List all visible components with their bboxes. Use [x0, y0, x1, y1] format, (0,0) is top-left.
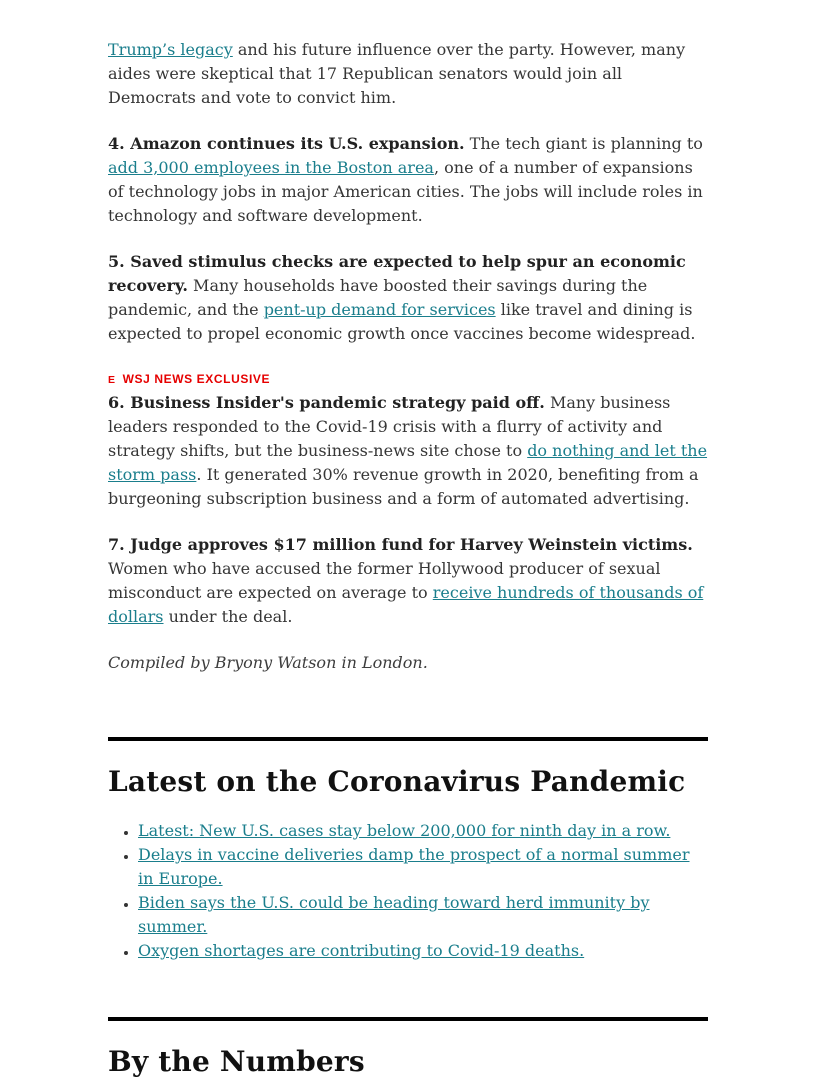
paragraph-text: Women who have accused the former Hollywood producer of sexual misconduct are expected on average to — [108, 559, 661, 602]
pent-up-demand-link[interactable]: pent-up demand for services — [263, 300, 496, 319]
paragraph-text: . It generated 30% revenue growth in 2020, benefiting from a burgeoning subscription business and a form of automated advertising. — [108, 465, 699, 508]
paragraph-weinstein-fund — [108, 533, 708, 629]
compiled-byline: Compiled by Bryony Watson in London. — [108, 653, 428, 672]
item-6-lead: 6. Business Insider's pandemic strategy paid off. — [108, 393, 545, 412]
wsj-news-exclusive-label — [108, 372, 708, 386]
paragraph-text: and his future influence over the party. However, many aides were skeptical that 17 Republican senators would join all Democrats and vote to convict him. — [108, 40, 686, 107]
paragraph-text: , one of a number of expansions of technology jobs in major American cities. The jobs will include roles in technology and software development. — [108, 158, 703, 225]
exclusive-label-text: WSJ NEWS EXCLUSIVE — [122, 372, 271, 386]
paragraph-text: under the deal. — [163, 607, 293, 626]
payout-link[interactable]: receive hundreds of thousands of dollars — [108, 583, 704, 626]
item-5-lead: 5. Saved stimulus checks are expected to help spur an economic recovery. — [108, 252, 686, 295]
storm-pass-link[interactable]: do nothing and let the storm pass — [108, 441, 708, 484]
vaccine-delays-link[interactable]: Delays in vaccine deliveries damp the prospect of a normal summer in Europe. — [138, 845, 690, 888]
section-divider — [108, 737, 708, 741]
covid-cases-link[interactable]: Latest: New U.S. cases stay below 200,000 for ninth day in a row. — [138, 821, 671, 840]
list-item — [138, 891, 708, 939]
paragraph-text: Many business leaders responded to the Covid-19 crisis with a flurry of activity and strategy shifts, but the business-news site chose to — [108, 393, 671, 460]
numbers-section-heading: By the Numbers — [108, 1045, 365, 1078]
paragraph-amazon-expansion — [108, 132, 708, 228]
boston-jobs-link[interactable]: add 3,000 employees in the Boston area — [108, 158, 434, 177]
paragraph-text: The tech giant is planning to — [464, 134, 703, 153]
coronavirus-section-heading: Latest on the Coronavirus Pandemic — [108, 765, 686, 798]
herd-immunity-link[interactable]: Biden says the U.S. could be heading toward herd immunity by summer. — [138, 893, 650, 936]
oxygen-shortages-link[interactable]: Oxygen shortages are contributing to Covid-19 deaths. — [138, 941, 585, 960]
paragraph-text: like travel and dining is expected to propel economic growth once vaccines become widespread. — [108, 300, 696, 343]
section-divider — [108, 1017, 708, 1021]
paragraph-stimulus-checks — [108, 250, 708, 346]
item-4-lead: 4. Amazon continues its U.S. expansion. — [108, 134, 465, 153]
newsletter-body — [108, 0, 708, 1079]
list-item — [138, 843, 708, 891]
trump-legacy-link[interactable]: Trump’s legacy — [108, 40, 233, 59]
paragraph-business-insider — [108, 391, 708, 511]
list-item — [138, 939, 708, 963]
exclusive-icon: E — [108, 374, 116, 386]
coronavirus-link-list — [108, 819, 708, 963]
list-item — [138, 819, 708, 843]
paragraph-trump-legacy — [108, 38, 708, 110]
item-7-lead: 7. Judge approves $17 million fund for Harvey Weinstein victims. — [108, 535, 693, 554]
paragraph-text: Many households have boosted their savings during the pandemic, and the — [108, 276, 648, 319]
